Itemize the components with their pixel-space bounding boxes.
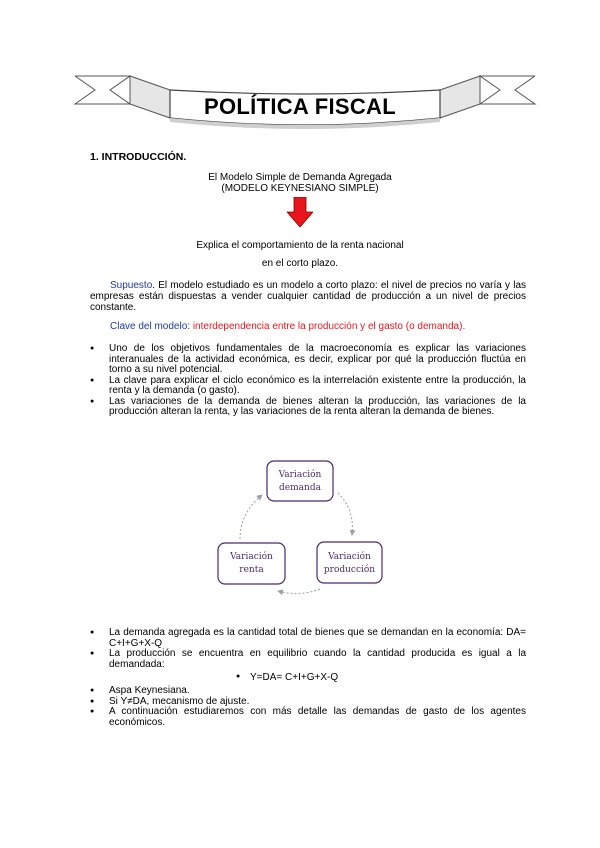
clave-paragraph xyxy=(110,321,530,332)
list-item: ● La demanda agregada es la cantidad total de bienes que se demandan en la economía: DA= C+I+G+X-Q xyxy=(90,628,526,649)
equation-text: Y=DA= C+I+G+X-Q xyxy=(250,672,339,683)
list-item: ● Aspa Keynesiana. xyxy=(90,686,526,697)
box-variacion-renta xyxy=(218,543,285,584)
box-variacion-produccion xyxy=(317,542,382,583)
list-item: ● La clave para explicar el ciclo económico es la interrelación existente entre la producción, la renta y la demanda (o gasto). xyxy=(90,376,526,397)
explain-line-1: Explica el comportamiento de la renta nacional xyxy=(196,240,404,251)
supuesto-label: Supuesto xyxy=(110,280,153,291)
clave-text: interdependencia entre la producción y el gasto (o demanda). xyxy=(190,321,466,332)
equilibrium-equation xyxy=(236,672,339,683)
list-item: ● Si Y≠DA, mecanismo de ajuste. xyxy=(90,697,526,708)
label-right-1: Variación xyxy=(328,552,371,562)
bullet-list-3 xyxy=(90,686,526,728)
cycle-diagram xyxy=(210,455,390,603)
down-arrow-icon xyxy=(287,197,313,227)
model-line-2: (MODELO KEYNESIANO SIMPLE) xyxy=(221,183,379,194)
arrow-demanda-produccion xyxy=(338,493,352,535)
label-right-2: producción xyxy=(323,565,376,575)
supuesto-text: . El modelo estudiado es un modelo a corto plazo: el nivel de precios no varía y las empresas están dispuestas a vender cualquier cantidad de producción a un nivel de precios constante. xyxy=(90,280,526,313)
bullet-list-2 xyxy=(90,628,526,670)
box-variacion-demanda xyxy=(267,461,333,501)
bullet-icon: ● xyxy=(236,673,241,680)
arrow-renta-demanda xyxy=(240,495,262,539)
label-left-1: Variación xyxy=(230,552,273,562)
list-item: ● Las variaciones de la demanda de bienes alteran la producción, las variaciones de la producción alteran la renta, y las variaciones de la renta alteran la demanda de bienes. xyxy=(90,397,526,418)
page-title: POLÍTICA FISCAL xyxy=(204,94,396,119)
label-top-1: Variación xyxy=(278,470,322,480)
clave-label: Clave del modelo: xyxy=(110,321,191,332)
section-heading: 1. INTRODUCCIÓN. xyxy=(90,151,187,163)
list-item: ● A continuación estudiaremos con más detalle las demandas de gasto de los agentes económicos. xyxy=(90,707,526,728)
list-item: ● Uno de los objetivos fundamentales de la macroeconomía es explicar las variaciones interanuales de la actividad económica, es decir, explicar por qué la producción fluctúa en torno a su nivel potencial. xyxy=(90,344,526,376)
label-left-2: renta xyxy=(239,565,264,575)
label-top-2: demanda xyxy=(279,483,321,493)
explain-line-2: en el corto plazo. xyxy=(261,258,339,269)
model-line-1: El Modelo Simple de Demanda Agregada xyxy=(208,172,392,183)
supuesto-paragraph xyxy=(90,280,526,313)
bullet-list-1 xyxy=(90,344,526,418)
list-item: ● La producción se encuentra en equilibrio cuando la cantidad producida es igual a la demandada: xyxy=(90,649,526,670)
arrow-produccion-renta xyxy=(278,589,320,594)
